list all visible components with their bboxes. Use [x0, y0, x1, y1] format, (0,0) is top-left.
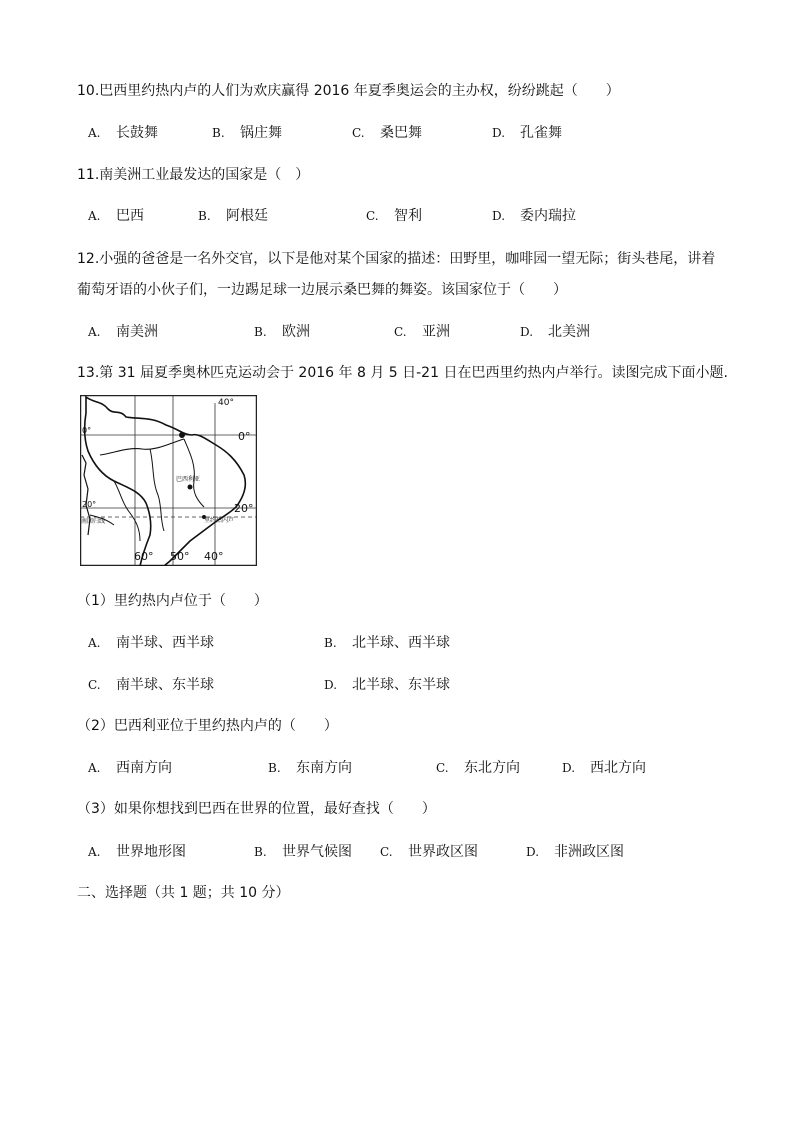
q13-sub2-option-c[interactable]	[436, 759, 520, 777]
q10-option-a[interactable]	[88, 124, 158, 142]
map-rio-label: 里约热内卢	[204, 517, 235, 524]
option-letter: C.	[394, 325, 407, 339]
option-text: 西南方向	[116, 760, 172, 776]
q13-stem: 13.第 31 届夏季奥林匹克运动会于 2016 年 8 月 5 日-21 日在巴西里约热内卢举行。读图完成下面小题.	[77, 365, 728, 381]
map-lon-60: 60°	[134, 550, 154, 563]
q12-stem-line2: 葡萄牙语的小伙子们，一边踢足球一边展示桑巴舞的舞姿。该国家位于（ ）	[77, 282, 567, 298]
q13-sub2-stem: （2）巴西利亚位于里约热内卢的（ ）	[77, 718, 338, 734]
option-letter: B.	[212, 126, 225, 140]
option-text: 巴西	[116, 208, 144, 224]
q13-sub3-stem: （3）如果你想找到巴西在世界的位置，最好查找（ ）	[77, 801, 436, 817]
option-text: 智利	[394, 208, 422, 224]
option-letter: D.	[562, 761, 576, 775]
q13-sub3-option-a[interactable]	[88, 843, 186, 861]
option-text: 锅庄舞	[240, 125, 282, 141]
q12-option-a[interactable]	[88, 323, 158, 341]
section2-heading: 二、选择题（共 1 题；共 10 分）	[77, 885, 290, 901]
option-letter: B.	[198, 209, 211, 223]
q13-sub1-option-d[interactable]	[324, 676, 450, 694]
option-text: 东南方向	[296, 760, 352, 776]
q10-stem: 10.巴西里约热内卢的人们为欢庆赢得 2016 年夏季奥运会的主办权，纷纷跳起（ ）	[77, 83, 620, 99]
south-america-map	[80, 395, 257, 566]
option-letter: C.	[436, 761, 449, 775]
option-text: 非洲政区图	[554, 844, 624, 860]
option-text: 亚洲	[422, 324, 450, 340]
option-letter: C.	[366, 209, 379, 223]
q13-sub2-option-d[interactable]	[562, 759, 646, 777]
q10-option-d[interactable]	[492, 124, 562, 142]
option-letter: B.	[324, 636, 337, 650]
q13-sub3-option-b[interactable]	[254, 843, 352, 861]
map-lat-0-right: 0°	[238, 430, 251, 443]
q11-stem: 11.南美洲工业最发达的国家是（ ）	[77, 167, 310, 183]
map-lon-40-bottom: 40°	[204, 550, 224, 563]
option-letter: B.	[268, 761, 281, 775]
q10-option-b[interactable]	[212, 124, 282, 142]
q12-option-b[interactable]	[254, 323, 310, 341]
option-letter: A.	[88, 636, 101, 650]
q13-sub2-option-a[interactable]	[88, 759, 172, 777]
option-letter: C.	[88, 678, 101, 692]
q11-option-c[interactable]	[366, 207, 422, 225]
option-text: 南半球、西半球	[116, 635, 214, 651]
q12-option-d[interactable]	[520, 323, 590, 341]
option-text: 北半球、西半球	[352, 635, 450, 651]
option-text: 委内瑞拉	[520, 208, 576, 224]
option-text: 西北方向	[590, 760, 646, 776]
option-text: 世界气候图	[282, 844, 352, 860]
option-text: 东北方向	[464, 760, 520, 776]
option-text: 阿根廷	[226, 208, 268, 224]
option-letter: D.	[324, 678, 338, 692]
q11-option-d[interactable]	[492, 207, 576, 225]
option-letter: B.	[254, 845, 267, 859]
q13-sub2-option-b[interactable]	[268, 759, 352, 777]
map-left-label: 南回归线	[81, 518, 106, 525]
q12-option-c[interactable]	[394, 323, 450, 341]
q12-stem-line1: 12.小强的爸爸是一名外交官，以下是他对某个国家的描述：田野里，咖啡园一望无际；街头巷尾，讲着	[77, 251, 716, 267]
option-text: 世界地形图	[116, 844, 186, 860]
option-letter: A.	[88, 761, 101, 775]
map-lon-50: 50°	[170, 550, 190, 563]
option-letter: D.	[492, 126, 506, 140]
option-letter: A.	[88, 209, 101, 223]
option-text: 南半球、东半球	[116, 677, 214, 693]
option-text: 北半球、东半球	[352, 677, 450, 693]
q13-sub3-option-c[interactable]	[380, 843, 478, 861]
option-text: 孔雀舞	[520, 125, 562, 141]
option-letter: A.	[88, 845, 101, 859]
option-letter: B.	[254, 325, 267, 339]
q13-sub1-option-c[interactable]	[88, 676, 214, 694]
option-text: 长鼓舞	[116, 125, 158, 141]
q13-sub3-option-d[interactable]	[526, 843, 624, 861]
option-letter: D.	[526, 845, 540, 859]
option-letter: C.	[380, 845, 393, 859]
map-brasilia-label: 巴西利亚	[176, 476, 201, 483]
map-lat-0-left: 0°	[82, 426, 92, 435]
option-letter: A.	[88, 325, 101, 339]
q11-option-b[interactable]	[198, 207, 268, 225]
q10-option-c[interactable]	[352, 124, 422, 142]
option-letter: C.	[352, 126, 365, 140]
q13-sub1-stem: （1）里约热内卢位于（ ）	[77, 593, 268, 609]
option-text: 南美洲	[116, 324, 158, 340]
q13-sub1-option-b[interactable]	[324, 634, 450, 652]
option-text: 北美洲	[548, 324, 590, 340]
q11-option-a[interactable]	[88, 207, 144, 225]
option-letter: D.	[492, 209, 506, 223]
map-lon-40-top: 40°	[218, 398, 234, 408]
q13-sub1-option-a[interactable]	[88, 634, 214, 652]
option-letter: D.	[520, 325, 534, 339]
option-text: 桑巴舞	[380, 125, 422, 141]
option-text: 欧洲	[282, 324, 310, 340]
option-letter: A.	[88, 126, 101, 140]
map-lat-20-right: 20°	[234, 502, 254, 515]
map-lat-20-left: 20°	[82, 500, 97, 509]
option-text: 世界政区图	[408, 844, 478, 860]
